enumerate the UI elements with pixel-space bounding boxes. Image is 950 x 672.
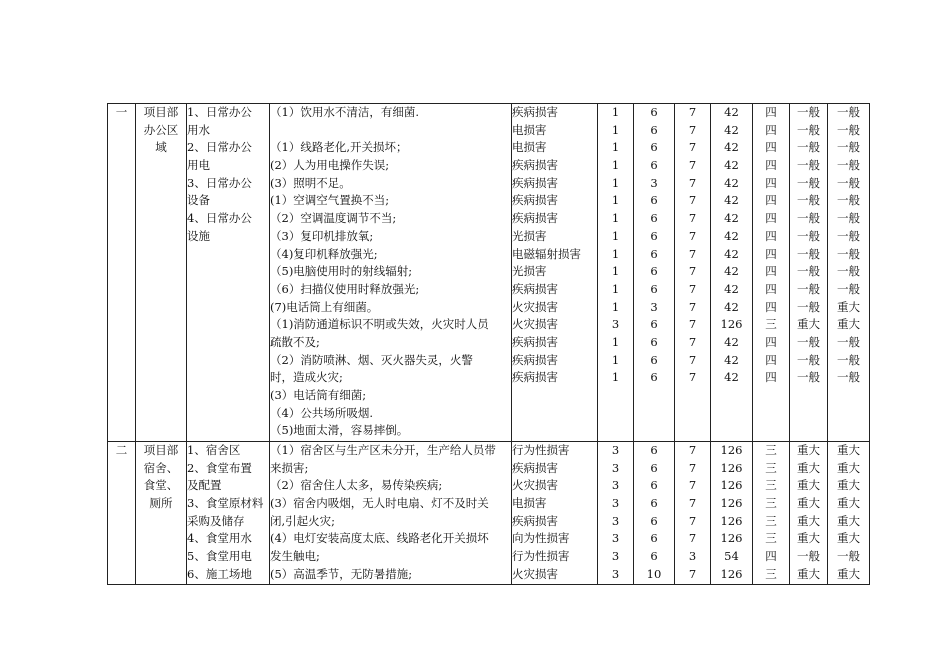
harm-cell: 疾病损害	[512, 352, 558, 367]
danger-score-cell: 42	[724, 352, 739, 367]
consequence-cell: 7	[688, 299, 697, 314]
exposure-cell: 6	[650, 549, 658, 564]
risk-level-cell: 四	[765, 228, 777, 243]
consequence-cell: 7	[688, 334, 697, 349]
final-grade-cell: 重大	[837, 478, 860, 493]
area-cell-line: 项目部	[143, 105, 179, 119]
likelihood-cell: 1	[611, 175, 620, 190]
risk-level-cell: 四	[765, 193, 777, 208]
risk-grade-cell: 一般	[797, 158, 820, 173]
risk-level-cell: 四	[765, 105, 777, 119]
danger-score-cell: 42	[724, 370, 739, 385]
danger-score-cell: 42	[724, 122, 739, 137]
risk-level-cell: 三	[765, 443, 777, 457]
risk-grade-cell: 一般	[797, 352, 820, 367]
harm-cell: 疾病损害	[512, 370, 558, 385]
harm-cell: 疾病损害	[512, 175, 558, 190]
final-grade-cell: 一般	[837, 175, 860, 190]
activity-cell-line: 设施	[187, 228, 210, 243]
risk-grade-cell: 一般	[797, 211, 820, 226]
hazard-cell-line: （6）扫描仪使用时释放强光;	[270, 281, 420, 296]
danger-score-cell: 42	[724, 158, 739, 173]
consequence-cell: 7	[688, 370, 697, 385]
danger-score-column	[711, 442, 753, 585]
hazard-cell-line: (3）照明不足。	[270, 175, 351, 190]
section-number	[108, 104, 136, 442]
danger-score-cell: 42	[724, 246, 739, 261]
consequence-column	[675, 442, 711, 585]
risk-grade-cell: 一般	[797, 370, 820, 385]
risk-grade-cell: 重大	[797, 513, 820, 528]
harm-cell: 疾病损害	[512, 193, 558, 208]
risk-level-cell: 四	[765, 370, 777, 385]
final-grade-cell: 重大	[837, 566, 860, 581]
section-number-text: 二	[115, 443, 128, 457]
activity-cell-line: 3、日常办公	[187, 175, 252, 190]
danger-score-cell: 126	[720, 317, 743, 332]
risk-level-cell: 四	[765, 211, 777, 226]
likelihood-cell: 3	[611, 317, 620, 332]
activity-cell-line: 用电	[187, 158, 210, 173]
consequence-cell: 7	[688, 228, 697, 243]
likelihood-cell: 3	[611, 443, 620, 457]
area-cell	[136, 104, 187, 442]
harm-cell: 疾病损害	[512, 460, 558, 475]
harm-cell: 疾病损害	[512, 158, 558, 173]
hazard-cell-line: 疏散不及;	[270, 334, 320, 349]
risk-level-cell: 四	[765, 334, 777, 349]
hazard-cell-line: (7)电话筒上有细菌。	[270, 299, 379, 314]
risk-grade-cell: 重大	[797, 566, 820, 581]
exposure-cell: 6	[650, 122, 658, 137]
harm-cell: 电损害	[512, 122, 547, 137]
exposure-cell: 6	[650, 211, 658, 226]
final-grade-cell: 重大	[837, 299, 860, 314]
harm-cell: 行为性损害	[512, 443, 570, 457]
activity-cell-line: 4、食堂用水	[187, 531, 252, 546]
consequence-cell: 7	[688, 460, 697, 475]
risk-grade-cell: 一般	[797, 140, 820, 155]
hazard-cell-line: (4）电灯安装高度太底、线路老化开关损坏	[270, 531, 489, 546]
activity-cell-line: 4、日常办公	[187, 211, 252, 226]
final-grade-cell: 一般	[837, 370, 860, 385]
likelihood-cell: 1	[611, 299, 620, 314]
hazard-cell-line: （1)消防通道标识不明或失效，火灾时人员	[270, 317, 489, 332]
final-grade-cell: 一般	[837, 140, 860, 155]
hazard-cell-line: （1）线路老化,开关损坏；	[270, 140, 408, 155]
danger-score-cell: 42	[724, 264, 739, 279]
area-cell-line: 宿舍、	[143, 460, 179, 475]
risk-level-column	[753, 442, 790, 585]
hazard-cell-line: （1）饮用水不清洁，有细菌.	[270, 105, 419, 119]
exposure-cell: 6	[650, 531, 658, 546]
final-grade-cell: 一般	[837, 122, 860, 137]
danger-score-cell: 42	[724, 334, 739, 349]
hazard-cell-line: （3）复印机排放氧;	[270, 228, 374, 243]
area-cell-line: 厕所	[149, 496, 173, 511]
likelihood-cell: 3	[611, 566, 620, 581]
risk-level-cell: 三	[765, 317, 777, 332]
risk-grade-cell: 重大	[797, 317, 820, 332]
likelihood-cell: 1	[611, 193, 620, 208]
danger-score-cell: 126	[720, 496, 743, 511]
final-grade-cell: 一般	[837, 228, 860, 243]
risk-level-cell: 四	[765, 122, 777, 137]
danger-score-cell: 54	[724, 549, 739, 564]
exposure-cell: 6	[650, 460, 658, 475]
final-grade-cell: 一般	[837, 334, 860, 349]
risk-level-cell: 四	[765, 281, 777, 296]
likelihood-cell: 1	[611, 211, 620, 226]
exposure-cell: 6	[650, 334, 658, 349]
hazard-cell-line: (5）高温季节，无防暑措施;	[270, 566, 413, 581]
hazard-cell-line: (3）宿舍内吸烟，无人时电扇、灯不及时关	[270, 496, 489, 511]
final-grade-cell: 一般	[837, 105, 860, 119]
risk-level-cell: 四	[765, 299, 777, 314]
consequence-cell: 7	[688, 122, 697, 137]
harm-cell: 火灾损害	[512, 317, 558, 332]
exposure-cell: 3	[650, 175, 658, 190]
likelihood-cell: 3	[611, 496, 620, 511]
harm-cell: 疾病损害	[512, 105, 558, 119]
risk-level-cell: 四	[765, 352, 777, 367]
harm-cell: 向为性损害	[512, 531, 570, 546]
consequence-cell: 7	[688, 264, 697, 279]
consequence-cell: 7	[688, 317, 697, 332]
risk-grade-cell: 重大	[797, 443, 820, 457]
consequence-cell: 7	[688, 140, 697, 155]
exposure-cell: 6	[650, 193, 658, 208]
section-number	[108, 442, 136, 585]
consequence-cell: 7	[688, 443, 697, 457]
danger-score-cell: 42	[724, 211, 739, 226]
activity-cell-line: 用水	[187, 122, 210, 137]
risk-grade-cell: 重大	[797, 496, 820, 511]
exposure-cell: 6	[650, 352, 658, 367]
likelihood-cell: 3	[611, 513, 620, 528]
consequence-cell: 7	[688, 478, 697, 493]
exposure-cell: 6	[650, 281, 658, 296]
exposure-cell: 6	[650, 228, 658, 243]
risk-level-cell: 四	[765, 158, 777, 173]
hazard-cell-line: （2）消防喷淋、烟、灭火器失灵，火警	[270, 352, 473, 367]
risk-grade-cell: 一般	[797, 122, 820, 137]
hazard-cell	[270, 104, 512, 442]
hazard-cell-line: （4）公共场所吸烟.	[270, 405, 373, 420]
final-grade-cell: 一般	[837, 281, 860, 296]
risk-grade-column	[790, 442, 828, 585]
section-row	[108, 442, 870, 585]
hazard-cell-line: 来损害;	[270, 460, 309, 475]
final-grade-cell: 重大	[837, 460, 860, 475]
risk-grade-cell: 重大	[797, 531, 820, 546]
danger-score-cell: 42	[724, 140, 739, 155]
hazard-cell	[270, 442, 512, 585]
hazard-cell-line: （2）宿舍住人太多，易传染疾病;	[270, 478, 443, 493]
activity-cell	[187, 104, 270, 442]
exposure-cell: 6	[650, 105, 658, 119]
harm-cell: 光损害	[512, 264, 547, 279]
risk-grade-cell: 一般	[797, 193, 820, 208]
exposure-column	[634, 442, 675, 585]
final-grade-cell: 一般	[837, 352, 860, 367]
exposure-cell: 6	[650, 496, 658, 511]
risk-grade-cell: 一般	[797, 299, 820, 314]
final-grade-cell: 一般	[837, 246, 860, 261]
danger-score-cell: 42	[724, 105, 739, 119]
section-row	[108, 104, 870, 442]
hazard-cell-line: 发生触电;	[270, 549, 320, 564]
activity-cell-line: 1、宿舍区	[187, 443, 241, 457]
risk-level-cell: 四	[765, 264, 777, 279]
danger-score-cell: 126	[720, 460, 743, 475]
activity-cell-line: 采购及储存	[187, 513, 245, 528]
exposure-cell: 6	[650, 370, 658, 385]
likelihood-column	[598, 104, 634, 442]
hazard-cell-line: （4)复印机释放强光;	[270, 246, 378, 261]
likelihood-cell: 1	[611, 140, 620, 155]
risk-grade-cell: 一般	[797, 281, 820, 296]
activity-cell-line: 2、食堂布置	[187, 460, 252, 475]
exposure-column	[634, 104, 675, 442]
likelihood-cell: 1	[611, 352, 620, 367]
danger-score-cell: 126	[720, 513, 743, 528]
exposure-cell: 6	[650, 246, 658, 261]
final-grade-cell: 一般	[837, 158, 860, 173]
harm-cell: 电磁辐射损害	[512, 246, 581, 261]
exposure-cell: 6	[650, 140, 658, 155]
risk-level-cell: 三	[765, 478, 777, 493]
risk-level-cell: 四	[765, 549, 777, 564]
risk-level-cell: 四	[765, 246, 777, 261]
harm-cell: 疾病损害	[512, 211, 558, 226]
likelihood-cell: 3	[611, 549, 620, 564]
risk-grade-cell: 一般	[797, 228, 820, 243]
risk-level-cell: 三	[765, 566, 777, 581]
likelihood-cell: 1	[611, 370, 620, 385]
hazard-cell-line: (3）电话筒有细菌;	[270, 388, 367, 402]
harm-cell: 电损害	[512, 140, 547, 155]
harm-cell: 电损害	[512, 496, 547, 511]
consequence-cell: 7	[688, 496, 697, 511]
likelihood-cell: 1	[611, 246, 620, 261]
hazard-cell-line	[270, 122, 511, 140]
danger-score-cell: 126	[720, 566, 743, 581]
danger-score-cell: 42	[724, 281, 739, 296]
harm-cell: 火灾损害	[512, 566, 558, 581]
risk-grade-cell: 一般	[797, 334, 820, 349]
hazard-cell-line: 时，造成火灾;	[270, 370, 343, 385]
consequence-cell: 7	[688, 352, 697, 367]
harm-column	[512, 442, 598, 585]
exposure-cell: 6	[650, 478, 658, 493]
likelihood-cell: 3	[611, 478, 620, 493]
harm-cell: 火灾损害	[512, 478, 558, 493]
risk-grade-column	[790, 104, 828, 442]
exposure-cell: 6	[650, 513, 658, 528]
harm-cell: 行为性损害	[512, 549, 570, 564]
final-grade-cell: 重大	[837, 531, 860, 546]
consequence-cell: 3	[688, 549, 697, 564]
harm-cell: 光损害	[512, 228, 547, 243]
risk-grade-cell: 一般	[797, 246, 820, 261]
area-cell-line: 项目部	[143, 443, 179, 457]
hazard-cell-line: (2）人为用电操作失误;	[270, 158, 390, 173]
risk-grade-cell: 一般	[797, 105, 820, 119]
final-grade-cell: 一般	[837, 211, 860, 226]
danger-score-cell: 42	[724, 193, 739, 208]
activity-cell	[187, 442, 270, 585]
activity-cell-line: 3、食堂原材料	[187, 496, 264, 511]
activity-cell-line: 2、日常办公	[187, 140, 252, 155]
final-grade-cell: 一般	[837, 264, 860, 279]
likelihood-cell: 1	[611, 228, 620, 243]
risk-level-column	[753, 104, 790, 442]
activity-cell-line: 1、日常办公	[187, 105, 252, 119]
hazard-cell-line: (1）空调空气置换不当;	[270, 193, 390, 208]
activity-cell-line: 设备	[187, 193, 210, 208]
final-grade-cell: 一般	[837, 549, 860, 564]
risk-grade-cell: 一般	[797, 549, 820, 564]
area-cell-line: 域	[155, 140, 167, 155]
risk-level-cell: 四	[765, 140, 777, 155]
area-cell-line: 办公区	[143, 122, 179, 137]
risk-level-cell: 三	[765, 496, 777, 511]
danger-score-cell: 42	[724, 175, 739, 190]
risk-grade-cell: 重大	[797, 478, 820, 493]
final-grade-cell: 重大	[837, 317, 860, 332]
area-cell	[136, 442, 187, 585]
consequence-cell: 7	[688, 158, 697, 173]
final-grade-cell: 一般	[837, 193, 860, 208]
consequence-cell: 7	[688, 246, 697, 261]
hazard-cell-line: 闭,引起火灾;	[270, 513, 336, 528]
risk-level-cell: 三	[765, 460, 777, 475]
exposure-cell: 6	[650, 264, 658, 279]
consequence-cell: 7	[688, 513, 697, 528]
likelihood-cell: 3	[611, 531, 620, 546]
activity-cell-line: 6、施工场地	[187, 566, 252, 581]
danger-score-cell: 126	[720, 531, 743, 546]
hazard-cell-line: （2）空调温度调节不当;	[270, 211, 397, 226]
hazard-cell-line: （5)地面太滑，容易摔倒。	[270, 423, 409, 438]
final-grade-cell: 重大	[837, 443, 860, 457]
consequence-cell: 7	[688, 211, 697, 226]
consequence-cell: 7	[688, 281, 697, 296]
likelihood-cell: 1	[611, 158, 620, 173]
risk-level-cell: 三	[765, 531, 777, 546]
hazard-cell-line: （5)电脑使用时的射线辐射;	[270, 264, 413, 279]
harm-cell: 疾病损害	[512, 334, 558, 349]
likelihood-cell: 1	[611, 264, 620, 279]
likelihood-cell: 1	[611, 105, 620, 119]
harm-cell: 疾病损害	[512, 281, 558, 296]
danger-score-cell: 126	[720, 478, 743, 493]
risk-level-cell: 四	[765, 175, 777, 190]
harm-cell: 疾病损害	[512, 513, 558, 528]
danger-score-cell: 42	[724, 299, 739, 314]
section-number-text: 一	[115, 105, 128, 119]
risk-level-cell: 三	[765, 513, 777, 528]
danger-score-cell: 42	[724, 228, 739, 243]
final-grade-cell: 重大	[837, 496, 860, 511]
final-grade-column	[828, 104, 870, 442]
harm-cell: 火灾损害	[512, 299, 558, 314]
area-cell-line: 食堂、	[143, 478, 179, 493]
exposure-cell: 10	[646, 566, 662, 581]
consequence-cell: 7	[688, 105, 697, 119]
consequence-cell: 7	[688, 193, 697, 208]
exposure-cell: 6	[650, 158, 658, 173]
danger-score-cell: 126	[720, 443, 743, 457]
exposure-cell: 6	[650, 443, 658, 457]
hazard-cell-line: （1）宿舍区与生产区未分开，生产给人员带	[270, 443, 496, 457]
risk-grade-cell: 重大	[797, 460, 820, 475]
likelihood-column	[598, 442, 634, 585]
risk-grade-cell: 一般	[797, 264, 820, 279]
likelihood-cell: 1	[611, 122, 620, 137]
consequence-column	[675, 104, 711, 442]
activity-cell-line: 5、食堂用电	[187, 549, 252, 564]
final-grade-cell: 重大	[837, 513, 860, 528]
likelihood-cell: 1	[611, 281, 620, 296]
final-grade-column	[828, 442, 870, 585]
risk-grade-cell: 一般	[797, 175, 820, 190]
likelihood-cell: 3	[611, 460, 620, 475]
consequence-cell: 7	[688, 175, 697, 190]
activity-cell-line: 及配置	[187, 478, 222, 493]
risk-assessment-table	[107, 103, 870, 585]
consequence-cell: 7	[688, 531, 697, 546]
likelihood-cell: 1	[611, 334, 620, 349]
exposure-cell: 3	[650, 299, 658, 314]
exposure-cell: 6	[650, 317, 658, 332]
harm-column	[512, 104, 598, 442]
consequence-cell: 7	[688, 566, 697, 581]
danger-score-column	[711, 104, 753, 442]
